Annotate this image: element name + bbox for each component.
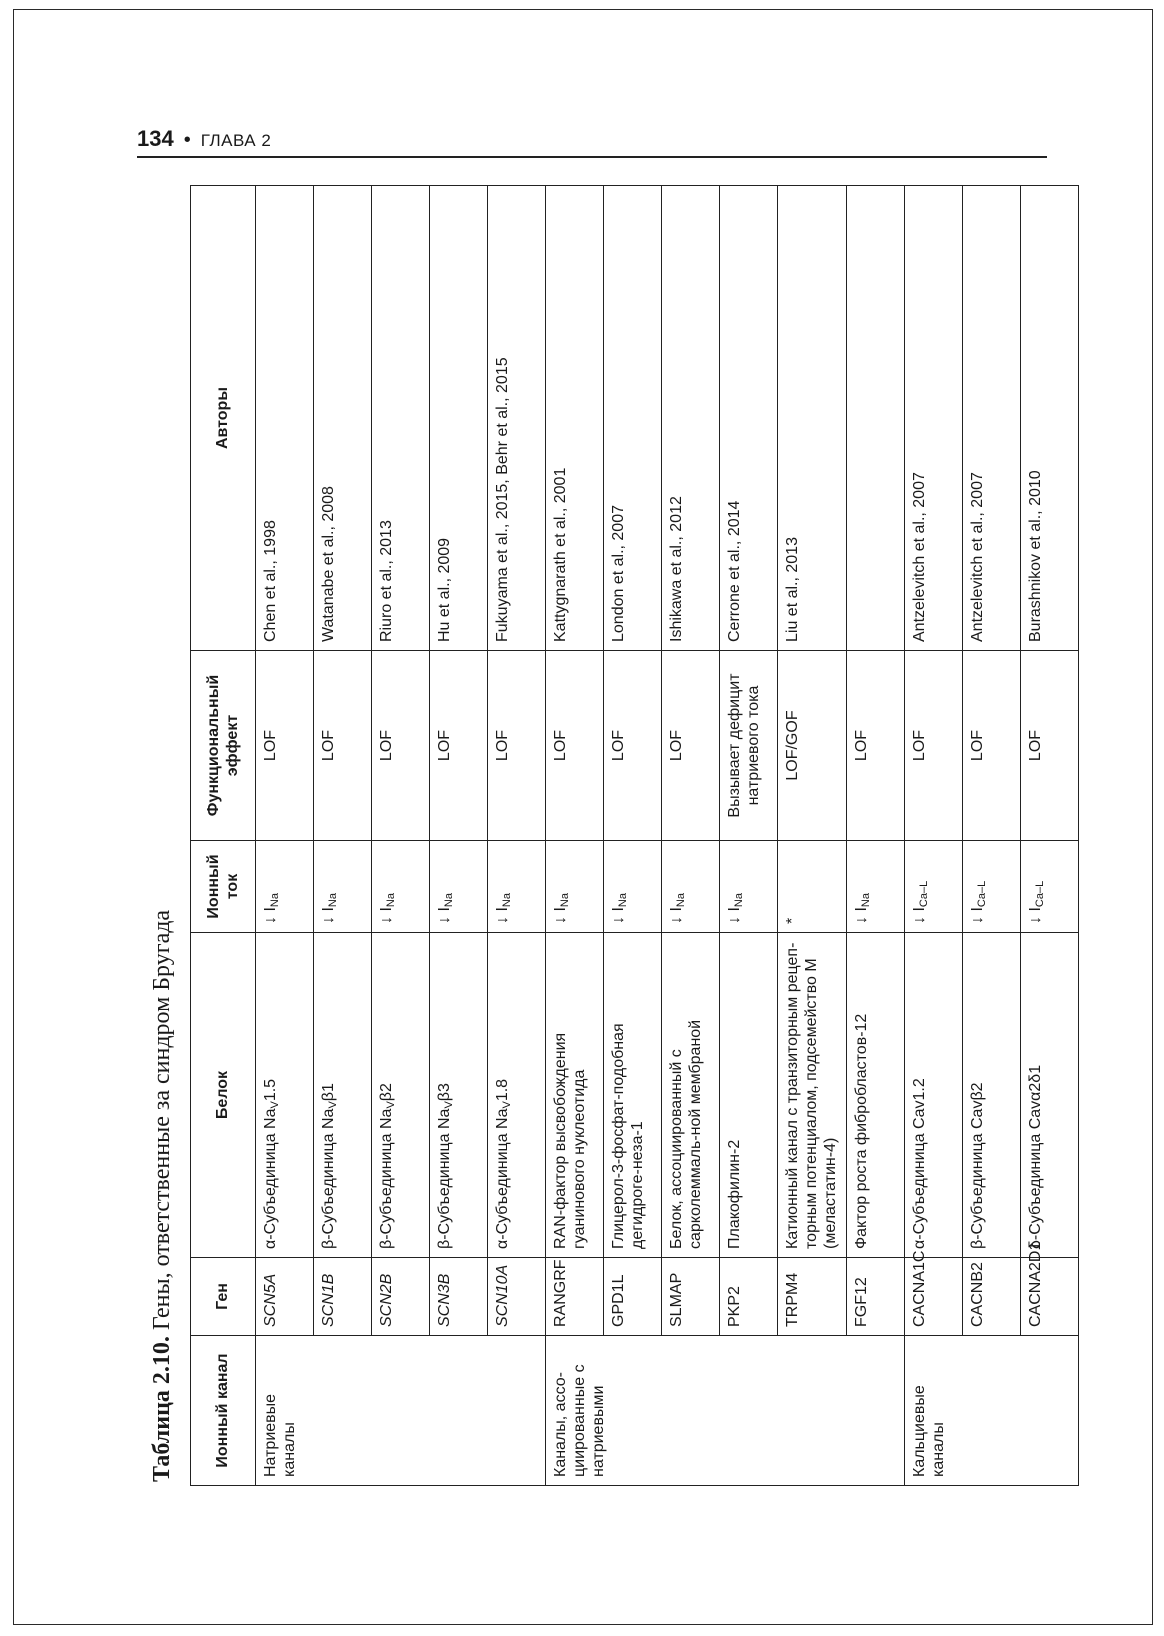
- effect-cell: LOF: [662, 651, 720, 841]
- col-protein: Белок: [191, 933, 256, 1258]
- authors-cell: Liu et al., 2013: [778, 186, 847, 651]
- protein-cell: RAN-фактор высвобождения гуанинового нуклеотида: [546, 933, 604, 1258]
- group-cell: Натриевые каналы: [256, 1336, 546, 1486]
- table-row: [314, 186, 372, 1486]
- protein-cell: Фактор роста фибробластов-12: [846, 933, 904, 1258]
- gene-cell: PKP2: [720, 1258, 778, 1336]
- current-cell: ↓ $I_{Na}$: [846, 841, 904, 933]
- gene-cell: FGF12: [846, 1258, 904, 1336]
- page-number: 134: [137, 126, 174, 151]
- current-cell: ↓ $I_{Ca-L}$: [904, 841, 962, 933]
- authors-cell: Antzelevitch et al., 2007: [904, 186, 962, 651]
- effect-cell: LOF: [372, 651, 430, 841]
- current-cell: ↓ $I_{Ca-L}$: [1020, 841, 1078, 933]
- table-row: [962, 186, 1020, 1486]
- authors-cell: Hu et al., 2009: [430, 186, 488, 651]
- col-functional-effect: Функциональный эффект: [191, 651, 256, 841]
- gene-cell: SCN3B: [430, 1258, 488, 1336]
- authors-cell: London et al., 2007: [604, 186, 662, 651]
- table-row: [604, 186, 662, 1486]
- table-row: [904, 186, 962, 1486]
- authors-cell: Fukuyama et al., 2015, Behr et al., 2015: [488, 186, 546, 651]
- table-row: [846, 186, 904, 1486]
- effect-cell: LOF: [256, 651, 314, 841]
- table-title: Гены, ответственные за синдром Бругада: [148, 909, 175, 1331]
- gene-cell: TRPM4: [778, 1258, 847, 1336]
- table-row: [256, 186, 314, 1486]
- gene-cell: SCN1B: [314, 1258, 372, 1336]
- protein-cell: δ-Субъединица Cavα2δ1: [1020, 933, 1078, 1258]
- table-row: [488, 186, 546, 1486]
- effect-cell: LOF: [962, 651, 1020, 841]
- gene-cell: CACNA2D1: [1020, 1258, 1078, 1336]
- effect-cell: LOF: [846, 651, 904, 841]
- effect-cell: LOF: [604, 651, 662, 841]
- protein-cell: α-Субъединица NaV1.8: [488, 933, 546, 1258]
- genes-table: [190, 185, 1079, 1486]
- effect-cell: LOF/GOF: [778, 651, 847, 841]
- table-row: [372, 186, 430, 1486]
- effect-cell: LOF: [904, 651, 962, 841]
- col-ion-current: Ионный ток: [191, 841, 256, 933]
- protein-cell: Белок, ассоциированный с сарколеммаль-ной мембраной: [662, 933, 720, 1258]
- authors-cell: Ishikawa et al., 2012: [662, 186, 720, 651]
- current-cell: ↓ $I_{Na}$: [546, 841, 604, 933]
- group-cell: Каналы, ассо-циированные с натриевыми: [546, 1336, 905, 1486]
- gene-cell: GPD1L: [604, 1258, 662, 1336]
- current-cell: ↓ $I_{Na}$: [430, 841, 488, 933]
- effect-cell: LOF: [1020, 651, 1078, 841]
- protein-cell: Катионный канал с транзиторным рецеп-торным потенциалом, подсемейство М (меластатин-4): [778, 933, 847, 1258]
- authors-cell: Burashnikov et al., 2010: [1020, 186, 1078, 651]
- protein-cell: α-Субъединица NaV1.5: [256, 933, 314, 1258]
- effect-cell: Вызывает дефицит натриевого тока: [720, 651, 778, 841]
- gene-cell: CACNB2: [962, 1258, 1020, 1336]
- protein-cell: β-Субъединица Cavβ2: [962, 933, 1020, 1258]
- authors-cell: Riuro et al., 2013: [372, 186, 430, 651]
- chapter-title: ГЛАВА 2: [200, 131, 272, 150]
- table-number: Таблица 2.10.: [148, 1336, 175, 1482]
- table-row: [1020, 186, 1078, 1486]
- current-cell: ↓ $I_{Na}$: [372, 841, 430, 933]
- current-cell: ↓ $I_{Na}$: [488, 841, 546, 933]
- gene-cell: SLMAP: [662, 1258, 720, 1336]
- col-gene: Ген: [191, 1258, 256, 1336]
- protein-cell: β-Субъединица NaVβ1: [314, 933, 372, 1258]
- table-row: [546, 186, 604, 1486]
- current-cell: *: [778, 841, 847, 933]
- authors-cell: [846, 186, 904, 651]
- rotated-table-block: [138, 186, 1046, 1486]
- gene-cell: CACNA1C: [904, 1258, 962, 1336]
- protein-cell: Глицерол-3-фосфат-подобная дегидроге-неза-1: [604, 933, 662, 1258]
- table-row: [662, 186, 720, 1486]
- running-head: [137, 126, 1047, 158]
- col-authors: Авторы: [191, 186, 256, 651]
- authors-cell: Kattygnarath et al., 2001: [546, 186, 604, 651]
- gene-cell: SCN10A: [488, 1258, 546, 1336]
- effect-cell: LOF: [488, 651, 546, 841]
- table-caption: [138, 186, 186, 1486]
- authors-cell: Chen et al., 1998: [256, 186, 314, 651]
- effect-cell: LOF: [546, 651, 604, 841]
- table-row: [720, 186, 778, 1486]
- authors-cell: Watanabe et al., 2008: [314, 186, 372, 651]
- table-header-row: [191, 186, 256, 1486]
- authors-cell: Cerrone et al., 2014: [720, 186, 778, 651]
- current-cell: ↓ $I_{Na}$: [314, 841, 372, 933]
- gene-cell: SCN5A: [256, 1258, 314, 1336]
- protein-cell: β-Субъединица NaVβ2: [372, 933, 430, 1258]
- group-cell: Кальциевые каналы: [904, 1336, 1078, 1486]
- bullet-icon: •: [183, 129, 191, 151]
- effect-cell: LOF: [314, 651, 372, 841]
- table-row: [430, 186, 488, 1486]
- effect-cell: LOF: [430, 651, 488, 841]
- gene-cell: SCN2B: [372, 1258, 430, 1336]
- col-ion-channel: Ионный канал: [191, 1336, 256, 1486]
- current-cell: ↓ $I_{Na}$: [720, 841, 778, 933]
- current-cell: ↓ $I_{Na}$: [256, 841, 314, 933]
- current-cell: ↓ $I_{Na}$: [604, 841, 662, 933]
- gene-cell: RANGRF: [546, 1258, 604, 1336]
- current-cell: ↓ $I_{Na}$: [662, 841, 720, 933]
- protein-cell: Плакофилин-2: [720, 933, 778, 1258]
- protein-cell: α-Субъединица Cav1.2: [904, 933, 962, 1258]
- current-cell: ↓ $I_{Ca-L}$: [962, 841, 1020, 933]
- authors-cell: Antzelevitch et al., 2007: [962, 186, 1020, 651]
- protein-cell: β-Субъединица NaVβ3: [430, 933, 488, 1258]
- table-row: [778, 186, 847, 1486]
